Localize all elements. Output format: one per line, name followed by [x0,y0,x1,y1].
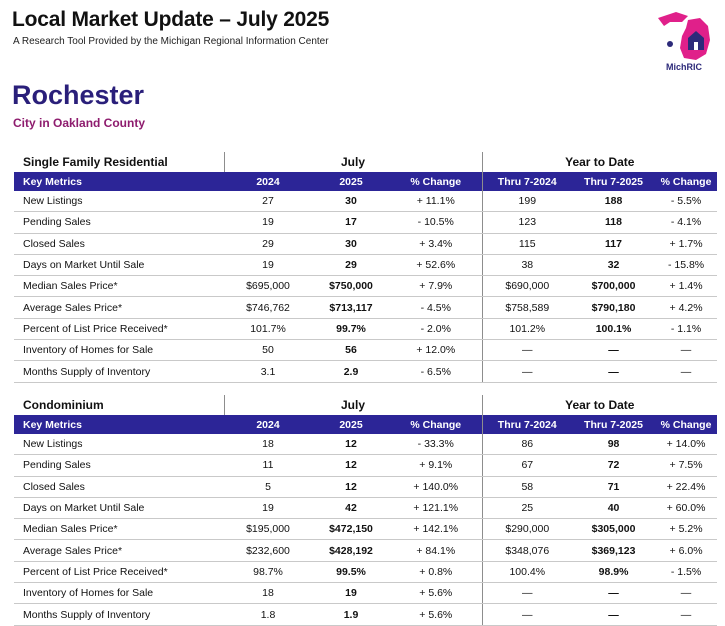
month-prev-value: 50 [224,340,312,361]
table-row [14,561,717,582]
ytd-prev-value: $758,589 [482,297,572,318]
month-group-header: July [224,395,482,415]
metric-label: Average Sales Price* [14,540,224,561]
month-pct-change: - 10.5% [390,212,482,233]
table-row [14,276,717,297]
table-row [14,434,717,455]
metric-label: Inventory of Homes for Sale [14,340,224,361]
ytd-prev-value: — [482,583,572,604]
report-title: Local Market Update – July 2025 [12,8,330,31]
month-pct-change: + 12.0% [390,340,482,361]
month-prev-value: $695,000 [224,276,312,297]
month-pct-change: + 9.1% [390,455,482,476]
ytd-curr-value: $700,000 [572,276,655,297]
metric-label: Days on Market Until Sale [14,254,224,275]
ytd-prev-value: 101.2% [482,318,572,339]
month-prev-value: 5 [224,476,312,497]
ytd-pct-change: + 60.0% [655,497,717,518]
michric-logo [648,8,720,76]
month-pct-change: + 11.1% [390,191,482,212]
metric-label: Pending Sales [14,455,224,476]
ytd-curr-value: $369,123 [572,540,655,561]
table-row [14,497,717,518]
ytd-prev-value: 100.4% [482,561,572,582]
ytd-prev-value: 199 [482,191,572,212]
ytd-curr-value: 40 [572,497,655,518]
month-pct-change: + 5.6% [390,583,482,604]
report-subtitle: A Research Tool Provided by the Michigan Regional Information Center [13,36,329,47]
month-pct-change: + 5.6% [390,604,482,625]
ytd-curr-value: 72 [572,455,655,476]
table-row [14,540,717,561]
ytd-curr-value: — [572,604,655,625]
month-curr-value: 99.7% [312,318,390,339]
month-prev-value: $195,000 [224,519,312,540]
month-curr-value: 17 [312,212,390,233]
ytd-group-header: Year to Date [482,152,717,172]
month-curr-value: 12 [312,476,390,497]
col-key-metrics: Key Metrics [14,415,224,434]
metric-label: Closed Sales [14,233,224,254]
month-curr-value: 42 [312,497,390,518]
metric-label: Inventory of Homes for Sale [14,583,224,604]
ytd-prev-value: 38 [482,254,572,275]
month-pct-change: + 0.8% [390,561,482,582]
table-row [14,233,717,254]
ytd-curr-value: 32 [572,254,655,275]
ytd-curr-value: 117 [572,233,655,254]
single-family-table [14,152,717,383]
month-pct-change: - 33.3% [390,434,482,455]
month-curr-value: 30 [312,233,390,254]
month-curr-value: $428,192 [312,540,390,561]
ytd-prev-value: $348,076 [482,540,572,561]
month-prev-value: 98.7% [224,561,312,582]
ytd-pct-change: — [655,604,717,625]
ytd-prev-value: 58 [482,476,572,497]
metric-label: Average Sales Price* [14,297,224,318]
month-curr-value: 2.9 [312,361,390,382]
month-pct-change: + 84.1% [390,540,482,561]
metric-label: Median Sales Price* [14,276,224,297]
metric-label: New Listings [14,191,224,212]
table-row [14,297,717,318]
ytd-prev-value: $690,000 [482,276,572,297]
month-pct-change: - 2.0% [390,318,482,339]
metric-label: Pending Sales [14,212,224,233]
metric-label: Months Supply of Inventory [14,604,224,625]
city-name: Rochester [12,80,145,110]
month-pct-change: + 142.1% [390,519,482,540]
ytd-prev-value: 115 [482,233,572,254]
logo-text: MichRIC [666,62,702,72]
col-2025: 2025 [312,415,390,434]
month-pct-change: + 140.0% [390,476,482,497]
month-pct-change: + 3.4% [390,233,482,254]
ytd-pct-change: - 5.5% [655,191,717,212]
table-row [14,519,717,540]
month-curr-value: 56 [312,340,390,361]
ytd-pct-change: + 14.0% [655,434,717,455]
table-row [14,361,717,382]
month-curr-value: 99.5% [312,561,390,582]
metric-label: Median Sales Price* [14,519,224,540]
col-key-metrics: Key Metrics [14,172,224,191]
ytd-pct-change: — [655,340,717,361]
col-ytd-pct-change: % Change [655,172,717,191]
month-prev-value: 1.8 [224,604,312,625]
col-ytd-pct-change: % Change [655,415,717,434]
single-family-section [14,152,717,383]
ytd-prev-value: 86 [482,434,572,455]
month-prev-value: 101.7% [224,318,312,339]
month-pct-change: + 52.6% [390,254,482,275]
month-prev-value: 19 [224,254,312,275]
ytd-pct-change: - 1.1% [655,318,717,339]
table-row [14,191,717,212]
col-pct-change: % Change [390,172,482,191]
table-row [14,318,717,339]
month-curr-value: $472,150 [312,519,390,540]
metric-label: Days on Market Until Sale [14,497,224,518]
col-thru-2024: Thru 7-2024 [482,415,572,434]
county-label: City in Oakland County [13,116,146,130]
month-curr-value: 30 [312,191,390,212]
month-prev-value: 3.1 [224,361,312,382]
ytd-pct-change: - 1.5% [655,561,717,582]
month-prev-value: 27 [224,191,312,212]
ytd-pct-change: + 22.4% [655,476,717,497]
ytd-curr-value: 71 [572,476,655,497]
table-row [14,340,717,361]
month-prev-value: 19 [224,497,312,518]
ytd-curr-value: 98 [572,434,655,455]
month-prev-value: 18 [224,583,312,604]
month-pct-change: + 7.9% [390,276,482,297]
table-row [14,254,717,275]
month-prev-value: $746,762 [224,297,312,318]
table-row [14,212,717,233]
month-curr-value: $713,117 [312,297,390,318]
metric-label: Months Supply of Inventory [14,361,224,382]
ytd-prev-value: 67 [482,455,572,476]
month-group-header: July [224,152,482,172]
table-row [14,455,717,476]
ytd-pct-change: + 1.7% [655,233,717,254]
ytd-prev-value: 25 [482,497,572,518]
ytd-pct-change: + 7.5% [655,455,717,476]
condominium-section [14,395,717,626]
ytd-curr-value: $305,000 [572,519,655,540]
col-thru-2025: Thru 7-2025 [572,415,655,434]
ytd-curr-value: 188 [572,191,655,212]
ytd-curr-value: $790,180 [572,297,655,318]
ytd-pct-change: + 5.2% [655,519,717,540]
section-title: Single Family Residential [23,155,168,169]
michigan-map-icon [648,8,720,64]
month-pct-change: - 4.5% [390,297,482,318]
ytd-pct-change: — [655,361,717,382]
ytd-curr-value: 100.1% [572,318,655,339]
col-thru-2025: Thru 7-2025 [572,172,655,191]
month-prev-value: 29 [224,233,312,254]
col-2025: 2025 [312,172,390,191]
month-prev-value: 11 [224,455,312,476]
ytd-pct-change: + 6.0% [655,540,717,561]
ytd-curr-value: 98.9% [572,561,655,582]
month-curr-value: 12 [312,455,390,476]
table-row [14,604,717,625]
col-2024: 2024 [224,415,312,434]
condominium-table [14,395,717,626]
ytd-prev-value: — [482,361,572,382]
ytd-prev-value: — [482,340,572,361]
month-prev-value: 19 [224,212,312,233]
metric-label: Percent of List Price Received* [14,561,224,582]
ytd-pct-change: — [655,583,717,604]
metric-label: New Listings [14,434,224,455]
ytd-pct-change: + 4.2% [655,297,717,318]
month-curr-value: 12 [312,434,390,455]
month-curr-value: $750,000 [312,276,390,297]
ytd-pct-change: - 4.1% [655,212,717,233]
table-row [14,476,717,497]
col-2024: 2024 [224,172,312,191]
month-pct-change: - 6.5% [390,361,482,382]
ytd-prev-value: — [482,604,572,625]
section-title: Condominium [23,398,104,412]
month-curr-value: 19 [312,583,390,604]
ytd-pct-change: + 1.4% [655,276,717,297]
ytd-group-header: Year to Date [482,395,717,415]
table-row [14,583,717,604]
ytd-curr-value: 118 [572,212,655,233]
metric-label: Percent of List Price Received* [14,318,224,339]
metric-label: Closed Sales [14,476,224,497]
ytd-pct-change: - 15.8% [655,254,717,275]
month-curr-value: 29 [312,254,390,275]
col-pct-change: % Change [390,415,482,434]
month-curr-value: 1.9 [312,604,390,625]
month-prev-value: 18 [224,434,312,455]
ytd-curr-value: — [572,361,655,382]
ytd-prev-value: 123 [482,212,572,233]
col-thru-2024: Thru 7-2024 [482,172,572,191]
month-prev-value: $232,600 [224,540,312,561]
ytd-curr-value: — [572,340,655,361]
ytd-curr-value: — [572,583,655,604]
month-pct-change: + 121.1% [390,497,482,518]
ytd-prev-value: $290,000 [482,519,572,540]
